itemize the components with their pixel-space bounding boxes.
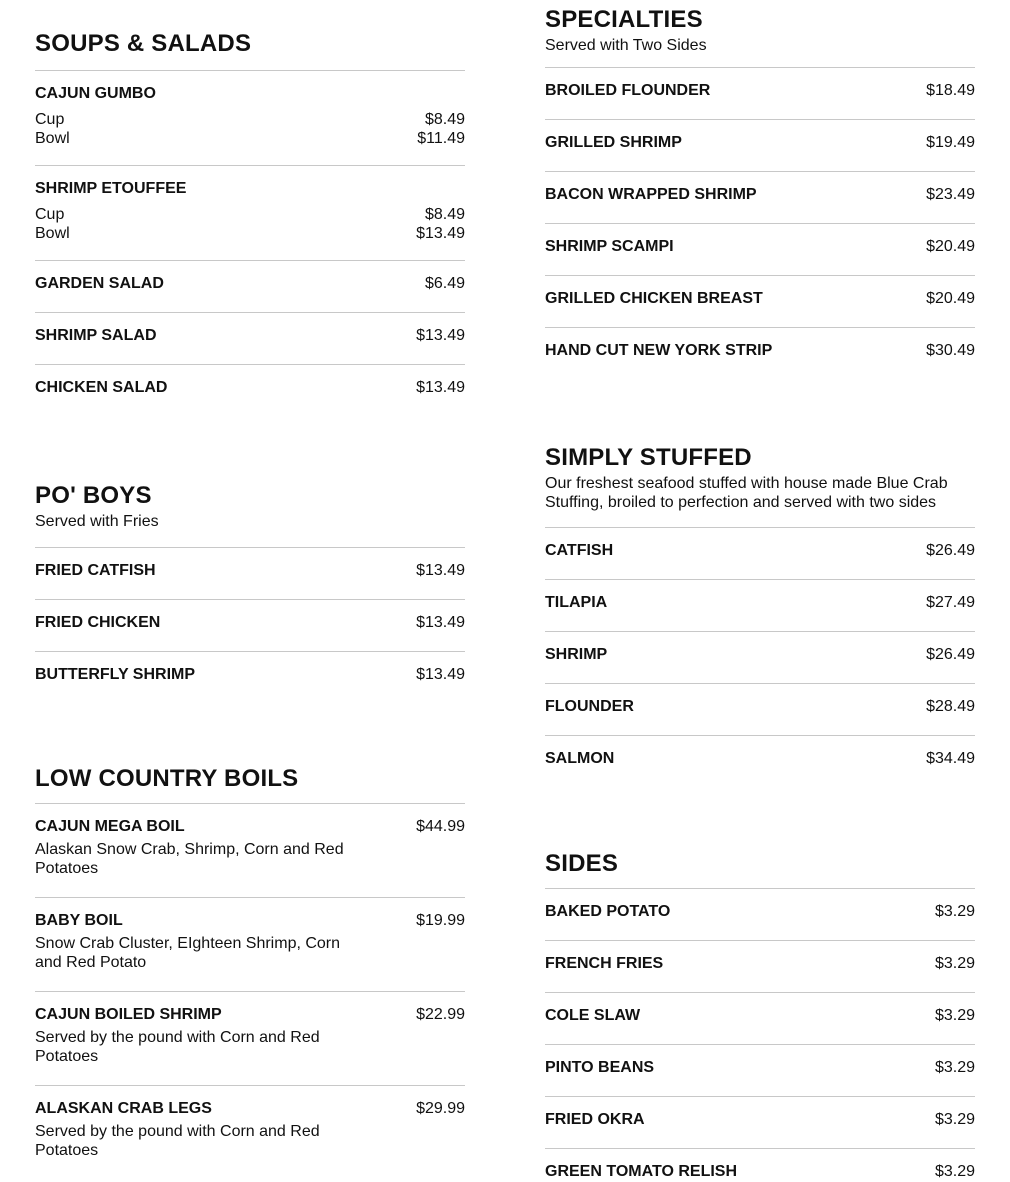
- item-price: $13.49: [416, 379, 465, 396]
- item-price: $18.49: [926, 82, 975, 99]
- item-name: GRILLED CHICKEN BREAST: [545, 290, 763, 307]
- section-subtitle: Served with Two Sides: [545, 37, 707, 54]
- item-price: $3.29: [934, 1007, 975, 1024]
- section-subtitle: Our freshest seafood stuffed with house made Blue Crab Stuffing, broiled to perfection and served with two sides: [545, 475, 948, 511]
- item-description: Served by the pound with Corn and Red Potatoes: [35, 1123, 320, 1159]
- item-name: FRIED OKRA: [545, 1111, 645, 1128]
- menu-item: [545, 941, 975, 993]
- item-price: $30.49: [926, 342, 975, 359]
- menu-item: [545, 736, 975, 787]
- menu-item: [35, 600, 465, 652]
- menu-item: [35, 898, 465, 992]
- menu-item: [545, 276, 975, 328]
- section-title: SOUPS & SALADS: [35, 30, 252, 57]
- item-name: ALASKAN CRAB LEGS: [35, 1100, 212, 1117]
- item-name: TILAPIA: [545, 594, 608, 611]
- menu-item: [545, 120, 975, 172]
- item-price: $3.29: [934, 1163, 975, 1180]
- item-name: SHRIMP SCAMPI: [545, 238, 674, 255]
- item-description: Served by the pound with Corn and Red Potatoes: [35, 1029, 320, 1065]
- section-title: SPECIALTIES: [545, 6, 703, 33]
- item-name: SALMON: [545, 750, 615, 767]
- item-name: CAJUN BOILED SHRIMP: [35, 1006, 222, 1023]
- menu-item: [545, 993, 975, 1045]
- item-list: [545, 67, 975, 379]
- item-name: BROILED FLOUNDER: [545, 82, 711, 99]
- menu-item: [545, 328, 975, 379]
- section-title: SIDES: [545, 850, 619, 877]
- menu-item: [35, 652, 465, 703]
- item-price: $29.99: [416, 1100, 465, 1117]
- size-price: $8.49: [424, 111, 465, 128]
- item-price: $23.49: [926, 186, 975, 203]
- item-price: $13.49: [416, 666, 465, 683]
- menu-item: [545, 1045, 975, 1097]
- item-price: $34.49: [926, 750, 975, 767]
- item-name: CATFISH: [545, 542, 614, 559]
- item-price: $26.49: [926, 646, 975, 663]
- item-name: GREEN TOMATO RELISH: [545, 1163, 738, 1180]
- item-price: $3.29: [934, 1111, 975, 1128]
- item-price: $20.49: [926, 238, 975, 255]
- item-name: SHRIMP: [545, 646, 608, 663]
- item-price: $3.29: [934, 955, 975, 972]
- item-price: $6.49: [424, 275, 465, 292]
- section-simply-stuffed: [545, 444, 975, 787]
- menu-item: [35, 261, 465, 313]
- section-soups-salads: [35, 30, 465, 416]
- menu-item: [35, 365, 465, 416]
- item-name: COLE SLAW: [545, 1007, 641, 1024]
- size-label: Bowl: [35, 225, 70, 242]
- item-price: $3.29: [934, 1059, 975, 1076]
- item-list: [35, 547, 465, 703]
- item-list: [545, 888, 975, 1182]
- item-name: BUTTERFLY SHRIMP: [35, 666, 196, 683]
- size-label: Cup: [35, 206, 65, 223]
- item-name: GARDEN SALAD: [35, 275, 164, 292]
- item-price: $20.49: [926, 290, 975, 307]
- item-name: BABY BOIL: [35, 912, 123, 929]
- item-name: BAKED POTATO: [545, 903, 671, 920]
- item-name: FRIED CATFISH: [35, 562, 156, 579]
- menu-item: [545, 1097, 975, 1149]
- size-label: Cup: [35, 111, 65, 128]
- item-description: Snow Crab Cluster, EIghteen Shrimp, Corn and Red Potato: [35, 935, 341, 971]
- item-price: $13.49: [416, 562, 465, 579]
- item-price: $13.49: [416, 614, 465, 631]
- menu-item: [35, 166, 465, 261]
- menu-item: [545, 580, 975, 632]
- menu-item: [35, 71, 465, 166]
- item-price: $28.49: [926, 698, 975, 715]
- item-name: FLOUNDER: [545, 698, 634, 715]
- section-title: PO' BOYS: [35, 482, 152, 509]
- item-name: HAND CUT NEW YORK STRIP: [545, 342, 773, 359]
- item-price: $19.49: [926, 134, 975, 151]
- item-price: $13.49: [416, 327, 465, 344]
- section-specialties: [545, 6, 975, 379]
- menu-item: [35, 313, 465, 365]
- item-price: $19.99: [416, 912, 465, 929]
- menu-item: [545, 68, 975, 120]
- section-po-boys: [35, 482, 465, 703]
- size-price: $8.49: [424, 206, 465, 223]
- item-price: $26.49: [926, 542, 975, 559]
- item-price: $44.99: [416, 818, 465, 835]
- item-name: CAJUN MEGA BOIL: [35, 818, 185, 835]
- item-name: CAJUN GUMBO: [35, 85, 156, 102]
- item-name: SHRIMP SALAD: [35, 327, 157, 344]
- item-list: [35, 70, 465, 416]
- size-label: Bowl: [35, 130, 70, 147]
- section-low-country-boils: [35, 765, 465, 1179]
- menu-item: [545, 224, 975, 276]
- item-name: FRIED CHICKEN: [35, 614, 161, 631]
- menu-item: [35, 804, 465, 898]
- size-price: $13.49: [416, 225, 465, 242]
- item-price: $3.29: [934, 903, 975, 920]
- section-subtitle: Served with Fries: [35, 513, 159, 530]
- item-name: PINTO BEANS: [545, 1059, 655, 1076]
- menu-item: [545, 1149, 975, 1182]
- item-name: CHICKEN SALAD: [35, 379, 168, 396]
- item-price: $22.99: [416, 1006, 465, 1023]
- menu-item: [35, 1086, 465, 1179]
- menu-item: [545, 528, 975, 580]
- section-title: SIMPLY STUFFED: [545, 444, 752, 471]
- menu-item: [545, 172, 975, 224]
- menu-item: [35, 548, 465, 600]
- menu-item: [35, 992, 465, 1086]
- menu-item: [545, 684, 975, 736]
- item-name: BACON WRAPPED SHRIMP: [545, 186, 757, 203]
- item-price: $27.49: [926, 594, 975, 611]
- item-name: SHRIMP ETOUFFEE: [35, 180, 187, 197]
- size-price: $11.49: [417, 130, 465, 147]
- item-list: [545, 527, 975, 787]
- section-title: LOW COUNTRY BOILS: [35, 765, 299, 792]
- menu-item: [545, 889, 975, 941]
- section-sides: [545, 850, 975, 1182]
- item-name: FRENCH FRIES: [545, 955, 664, 972]
- item-list: [35, 803, 465, 1179]
- menu-item: [545, 632, 975, 684]
- item-description: Alaskan Snow Crab, Shrimp, Corn and Red Potatoes: [35, 841, 344, 877]
- item-name: GRILLED SHRIMP: [545, 134, 682, 151]
